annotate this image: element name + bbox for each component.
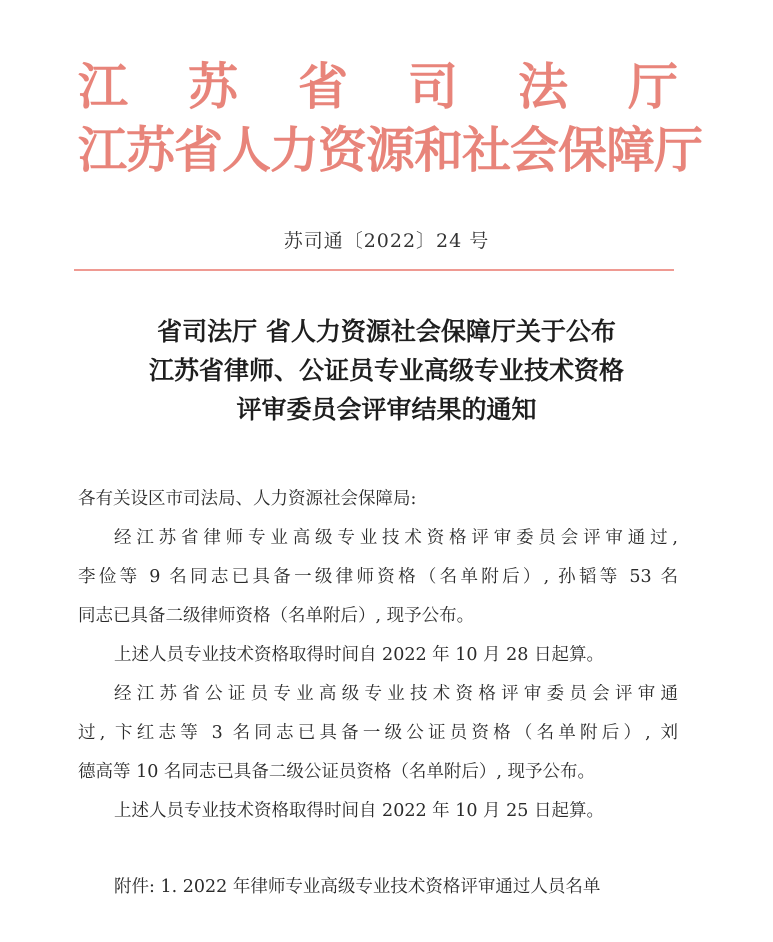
- title-line: 评审委员会评审结果的通知: [236, 395, 537, 424]
- header-char: 苏: [188, 57, 238, 116]
- paragraph-line: 上述人员专业技术资格取得时间自 2022 年 10 月 25 日起算。: [114, 801, 604, 821]
- header-char: 司: [408, 57, 458, 116]
- document-number: 苏司通〔2022〕24 号: [283, 230, 490, 252]
- document-body: [78, 480, 678, 907]
- paragraph-line: 李俭等 9 名同志已具备一级律师资格（名单附后）, 孙韬等 53 名: [78, 567, 678, 587]
- salutation: 各有关设区市司法局、人力资源社会保障局:: [78, 489, 417, 509]
- paragraph-line: 过, 卞红志等 3 名同志已具备一级公证员资格（名单附后）, 刘: [78, 723, 678, 743]
- paragraph-line: 同志已具备二级律师资格（名单附后）, 现予公布。: [78, 606, 475, 626]
- issuer-header-hrss: 江苏省人力资源和社会保障厅: [78, 121, 703, 179]
- spacer: [78, 831, 678, 868]
- paragraph-line: 经江苏省律师专业高级专业技术资格评审委员会评审通过,: [114, 528, 678, 548]
- paragraph-line: 德高等 10 名同志已具备二级公证员资格（名单附后）, 现予公布。: [78, 762, 596, 782]
- title-line: 江苏省律师、公证员专业高级专业技术资格: [148, 356, 624, 385]
- attachment-line: 附件: 1. 2022 年律师专业高级专业技术资格评审通过人员名单: [114, 877, 601, 897]
- header-char: 法: [518, 57, 568, 116]
- title-line: 省司法厅 省人力资源社会保障厅关于公布: [157, 317, 616, 346]
- paragraph-line: 上述人员专业技术资格取得时间自 2022 年 10 月 28 日起算。: [114, 645, 604, 665]
- header-char: 江: [78, 57, 128, 116]
- header-char: 省: [298, 57, 348, 116]
- issuer-header-judicial: [78, 57, 678, 116]
- document-title: [60, 312, 713, 429]
- paragraph-line: 经江苏省公证员专业高级专业技术资格评审委员会评审通: [114, 684, 678, 704]
- header-char: 厅: [628, 57, 678, 116]
- header-divider: [74, 269, 674, 271]
